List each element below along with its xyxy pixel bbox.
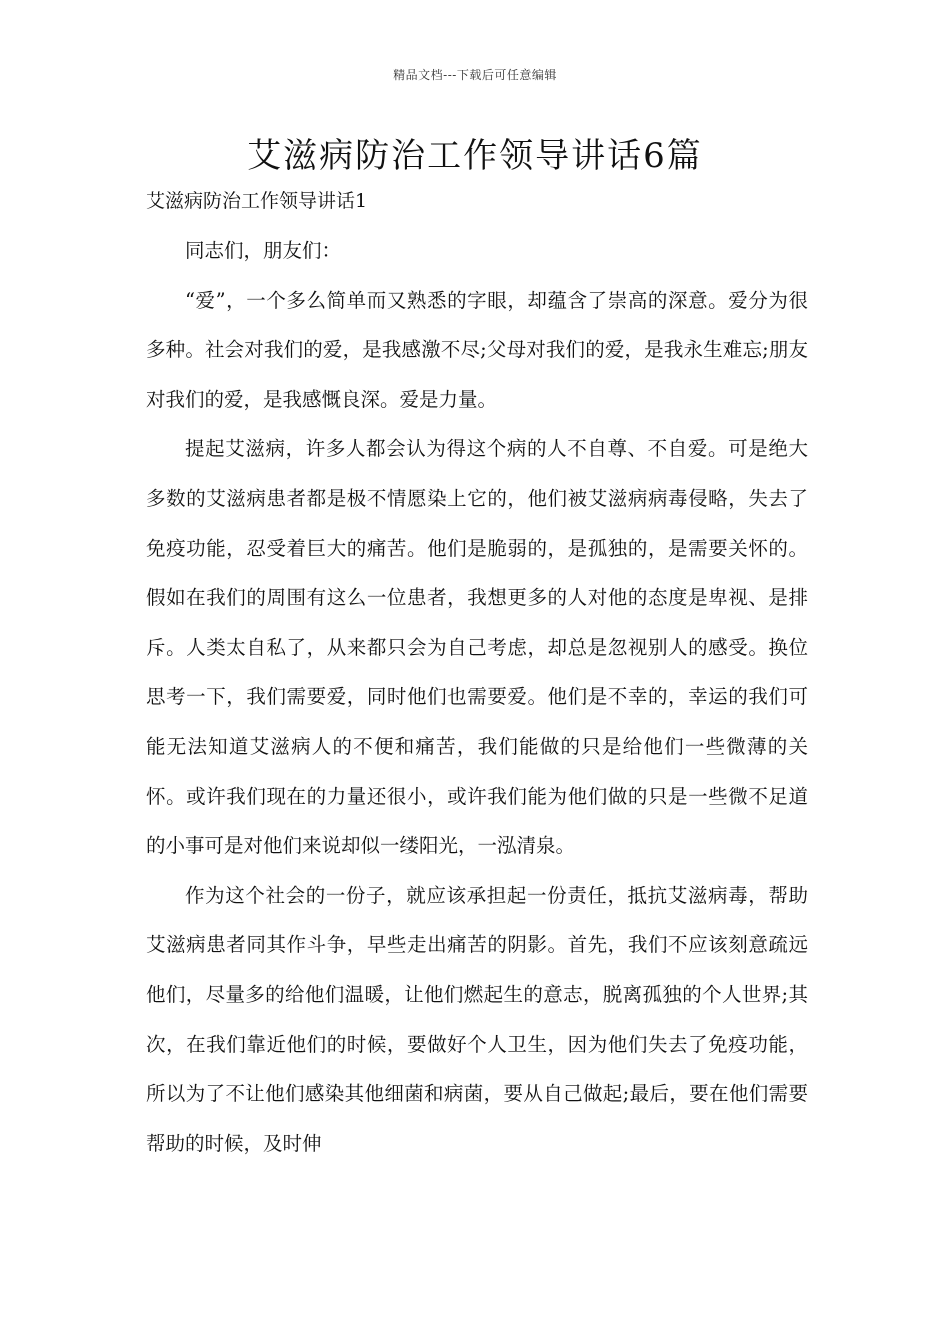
document-body <box>146 226 808 1168</box>
header-note: 精品文档---下载后可任意编辑 <box>393 68 557 82</box>
paragraph: “爱”，一个多么简单而又熟悉的字眼，却蕴含了崇高的深意。爱分为很多种。社会对我们的爱，是我感激不尽;父母对我们的爱，是我永生难忘;朋友对我们的爱，是我感慨良深。爱是力量。 <box>146 288 808 411</box>
paragraph-greeting: 同志们，朋友们： <box>185 239 342 262</box>
document-title: 艾滋病防治工作领导讲话6篇 <box>247 136 703 176</box>
paragraph: 作为这个社会的一份子，就应该承担起一份责任，抵抗艾滋病毒，帮助艾滋病患者同其作斗争，早些走出痛苦的阴影。首先，我们不应该刻意疏远他们，尽量多的给他们温暖，让他们燃起生的意志，脱离孤独的个人世界;其次，在我们靠近他们的时候，要做好个人卫生，因为他们失去了免疫功能，所以为了不让他们感染其他细菌和病菌，要从自己做起;最后，要在他们需要帮助的时候，及时伸 <box>146 883 808 1155</box>
section-heading: 艾滋病防治工作领导讲话1 <box>146 190 368 212</box>
paragraph: 提起艾滋病，许多人都会认为得这个病的人不自尊、不自爱。可是绝大多数的艾滋病患者都是极不情愿染上它的，他们被艾滋病病毒侵略，失去了免疫功能，忍受着巨大的痛苦。他们是脆弱的，是孤独的，是需要关怀的。假如在我们的周围有这么一位患者，我想更多的人对他的态度是卑视、是排斥。人类太自私了，从来都只会为自己考虑，却总是忽视别人的感受。换位思考一下，我们需要爱，同时他们也需要爱。他们是不幸的，幸运的我们可能无法知道艾滋病人的不便和痛苦，我们能做的只是给他们一些微薄的关怀。或许我们现在的力量还很小，或许我们能为他们做的只是一些微不足道的小事可是对他们来说却似一缕阳光，一泓清泉。 <box>146 437 808 858</box>
